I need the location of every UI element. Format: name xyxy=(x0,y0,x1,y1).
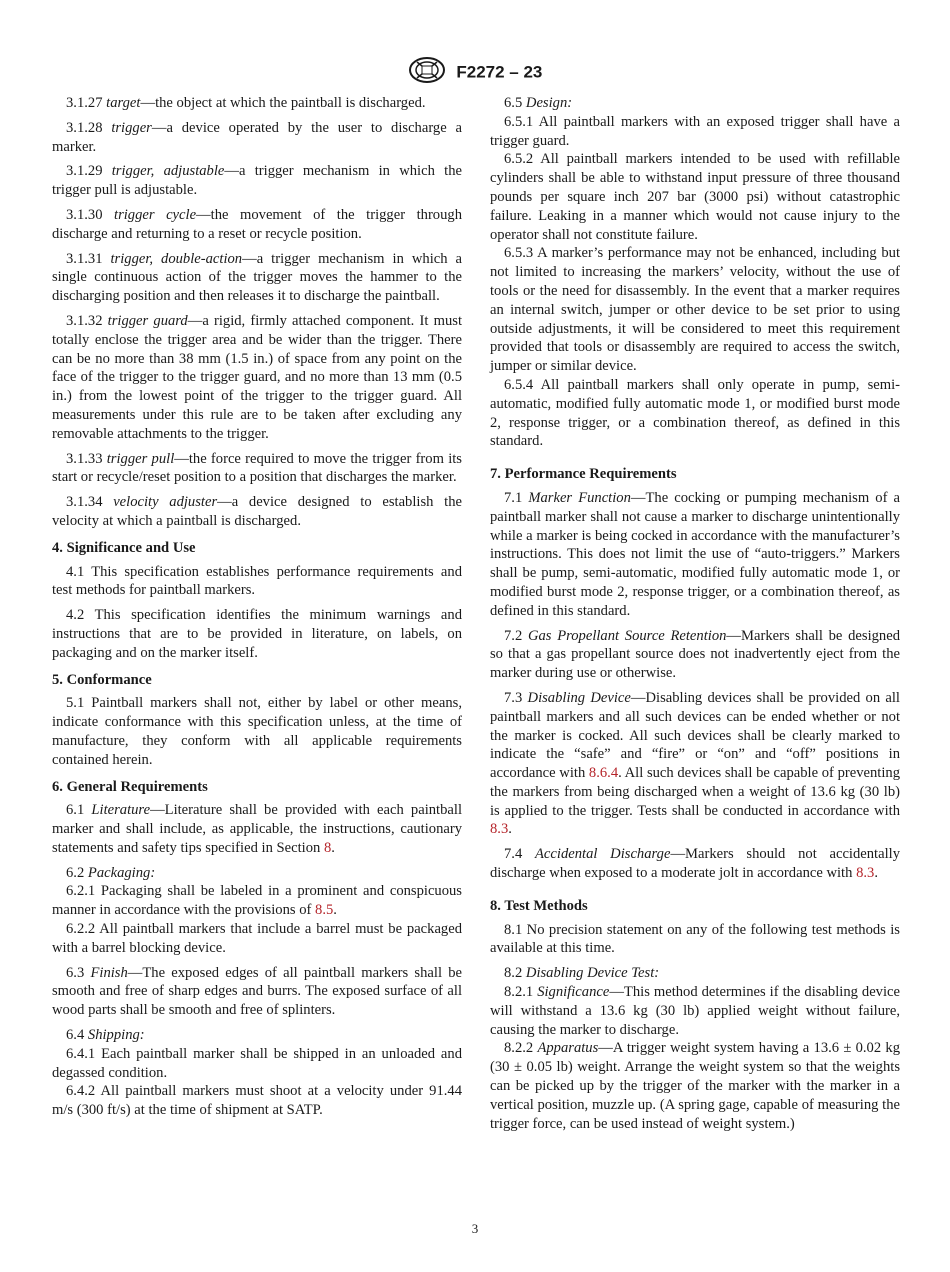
para-6-5-1: 6.5.1 All paintball markers with an exposed trigger shall have a trigger guard. xyxy=(490,113,900,149)
para-6-5: 6.5 Design: xyxy=(504,95,573,111)
definition-3-1-33: 3.1.33 trigger pull—the force required to move the trigger from its start or recycle/reset position to a position that discharges the marker. xyxy=(52,450,462,486)
para-7-2: 7.2 Gas Propellant Source Retention—Markers shall be designed so that a gas propellant source does not inadvertently eject from the marker during use or otherwise. xyxy=(490,627,900,682)
para-6-4-2: 6.4.2 All paintball markers must shoot at a velocity under 91.44 m/s (300 ft/s) at the time of shipment at SATP. xyxy=(52,1083,463,1119)
para-6-5-2: 6.5.2 All paintball markers intended to be used with refillable cylinders shall be able to withstand input pressure of three thousand pounds per square inch 207 bar (3000 psi) without catastrophic failure. Leaking in a manner which would not cause injury to the operator shall not constitute failure. xyxy=(490,151,900,243)
para-4-1: 4.1 This specification establishes performance requirements and test methods for paintball markers. xyxy=(52,563,462,599)
para-8-2: 8.2 Disabling Device Test: xyxy=(504,965,660,982)
standard-designation: F2272 – 23 xyxy=(456,62,543,82)
para-6-2-1: 6.2.1 Packaging shall be labeled in a prominent and conspicuous manner in accordance with the provisions of 8.5. xyxy=(52,883,462,919)
section-8-heading: 8. Test Methods xyxy=(490,897,588,914)
para-6-5-3: 6.5.3 A marker’s performance may not be enhanced, including but not limited to increasing the markers’ velocity, without the use of tools or the need for disassembly. In the event that a marker requires an internal switch, jumper or other device to be set prior to using outside adjustments, it will be considered to meet this requirement provided that tools or disassembly are required to access the switch, jumper or similar device. xyxy=(490,245,900,375)
definition-3-1-27: 3.1.27 target—the object at which the paintball is discharged. xyxy=(66,95,426,111)
definition-3-1-28: 3.1.28 trigger—a device operated by the user to discharge a marker. xyxy=(52,119,463,155)
section-5-heading: 5. Conformance xyxy=(52,671,152,688)
para-6-4: 6.4 Shipping: xyxy=(66,1027,145,1044)
para-8-2-2: 8.2.2 Apparatus—A trigger weight system having a 13.6 ± 0.02 kg (30 ± 0.05 lb) weight. Arrange the weight system so that the weights can be picked up by the trigger of the marker with the marker in a vertical position, muzzle up. (A spring gage, capable of measuring the trigger force, can be used instead of weight system.) xyxy=(490,1040,900,1132)
para-6-2-2: 6.2.2 All paintball markers that include a barrel must be packaged with a barrel blocking device. xyxy=(52,921,462,956)
section-8-3-link[interactable]: 8.3 xyxy=(856,865,875,882)
para-6-3: 6.3 Finish—The exposed edges of all paintball markers shall be smooth and free of sharp edges and burrs. The exposed surface of all wood parts shall be smooth and free of splinters. xyxy=(52,964,462,1019)
definition-3-1-31: 3.1.31 trigger, double-action—a trigger mechanism in which a single continuous action of the trigger moves the hammer to the discharging position and then releases it to discharge the paintball. xyxy=(52,250,462,305)
para-8-2-1: 8.2.1 Significance—This method determines if the disabling device will withstand a 13.6 kg (30 lb) applied weight without failure, causing the marker to discharge. xyxy=(490,984,900,1038)
para-4-2: 4.2 This specification identifies the minimum warnings and instructions that are to be provided in literature, on labels, on packaging and on the marker itself. xyxy=(52,607,463,661)
para-7-1: 7.1 Marker Function—The cocking or pumping mechanism of a paintball marker shall not cause a marker to discharge unintentionally while a marker is being cocked in accordance with the manufacturer’s instructions. This does not limit the use of “auto-triggers.” Markers shall be pump, semi-automatic, modified fully automatic mode 1, or modified burst mode 2, response trigger, or a combination thereof, as defined in this standard. xyxy=(490,489,901,619)
para-6-2: 6.2 Packaging: xyxy=(66,864,156,881)
section-4-heading: 4. Significance and Use xyxy=(52,539,196,556)
para-5-1: 5.1 Paintball markers shall not, either by label or other means, indicate conformance with this specification unless, at the time of manufacture, they conform with all applicable requirements contained herein. xyxy=(52,695,462,768)
para-6-1: 6.1 Literature—Literature shall be provided with each paintball marker and shall include, as applicable, the instructions, cautionary statements and safety tips specified in Section 8. xyxy=(52,802,462,856)
astm-logo-icon xyxy=(408,56,446,89)
para-6-4-1: 6.4.1 Each paintball marker shall be shipped in an unloaded and degassed condition. xyxy=(52,1045,462,1081)
definition-3-1-34: 3.1.34 velocity adjuster—a device designed to establish the velocity at which a paintball is discharged. xyxy=(52,494,462,529)
page-header xyxy=(0,56,950,89)
para-7-4: 7.4 Accidental Discharge—Markers should not accidentally discharge when exposed to a moderate jolt in accordance with 8.3. xyxy=(490,846,900,882)
para-6-5-4: 6.5.4 All paintball markers shall only operate in pump, semi-automatic, modified fully automatic mode 1, or modified burst mode 2, response trigger, or a combination thereof, as defined in this standard. xyxy=(490,376,901,450)
section-8-3-link[interactable]: 8.3 xyxy=(490,821,509,838)
definition-3-1-29: 3.1.29 trigger, adjustable—a trigger mechanism in which the trigger pull is adjustable. xyxy=(52,163,462,199)
right-column xyxy=(490,94,900,1133)
section-8-5-link[interactable]: 8.5 xyxy=(315,902,334,919)
section-8-6-4-link[interactable]: 8.6.4 xyxy=(588,765,619,782)
section-6-heading: 6. General Requirements xyxy=(52,778,208,795)
definition-3-1-32: 3.1.32 trigger guard—a rigid, firmly attached component. It must totally enclose the trigger area and be wider than the trigger. There can be no more than 38 mm (1.5 in.) of space from any point on the face of the trigger to the trigger guard, and no more than 13 mm (0.5 in.) from the lowest point of the trigger to the trigger guard. All measurements under this rule are to be taken after excluding any removable attachments to the trigger. xyxy=(52,312,462,442)
para-7-3: 7.3 Disabling Device—Disabling devices shall be provided on all paintball markers and all such devices can be ended whether or not the marker is cocked. All such devices shall be clearly marked to indicate the “safe” and “fire” or “on” and “off” positions in accordance with 8.6.4. All such devices shall be capable of preventing the markers from being discharged when a weight of 13.6 kg (30 lb) is applied to the trigger. Tests shall be conducted in accordance with 8.3. xyxy=(490,689,900,838)
definition-3-1-30: 3.1.30 trigger cycle—the movement of the trigger through discharge and returning to a reset or recycle position. xyxy=(52,206,462,242)
section-8-link[interactable]: 8 xyxy=(323,839,332,856)
para-8-1: 8.1 No precision statement on any of the following test methods is available at this time. xyxy=(490,921,900,957)
left-column xyxy=(52,94,462,1120)
page-number: 3 xyxy=(471,1221,479,1236)
section-7-heading: 7. Performance Requirements xyxy=(490,466,677,483)
